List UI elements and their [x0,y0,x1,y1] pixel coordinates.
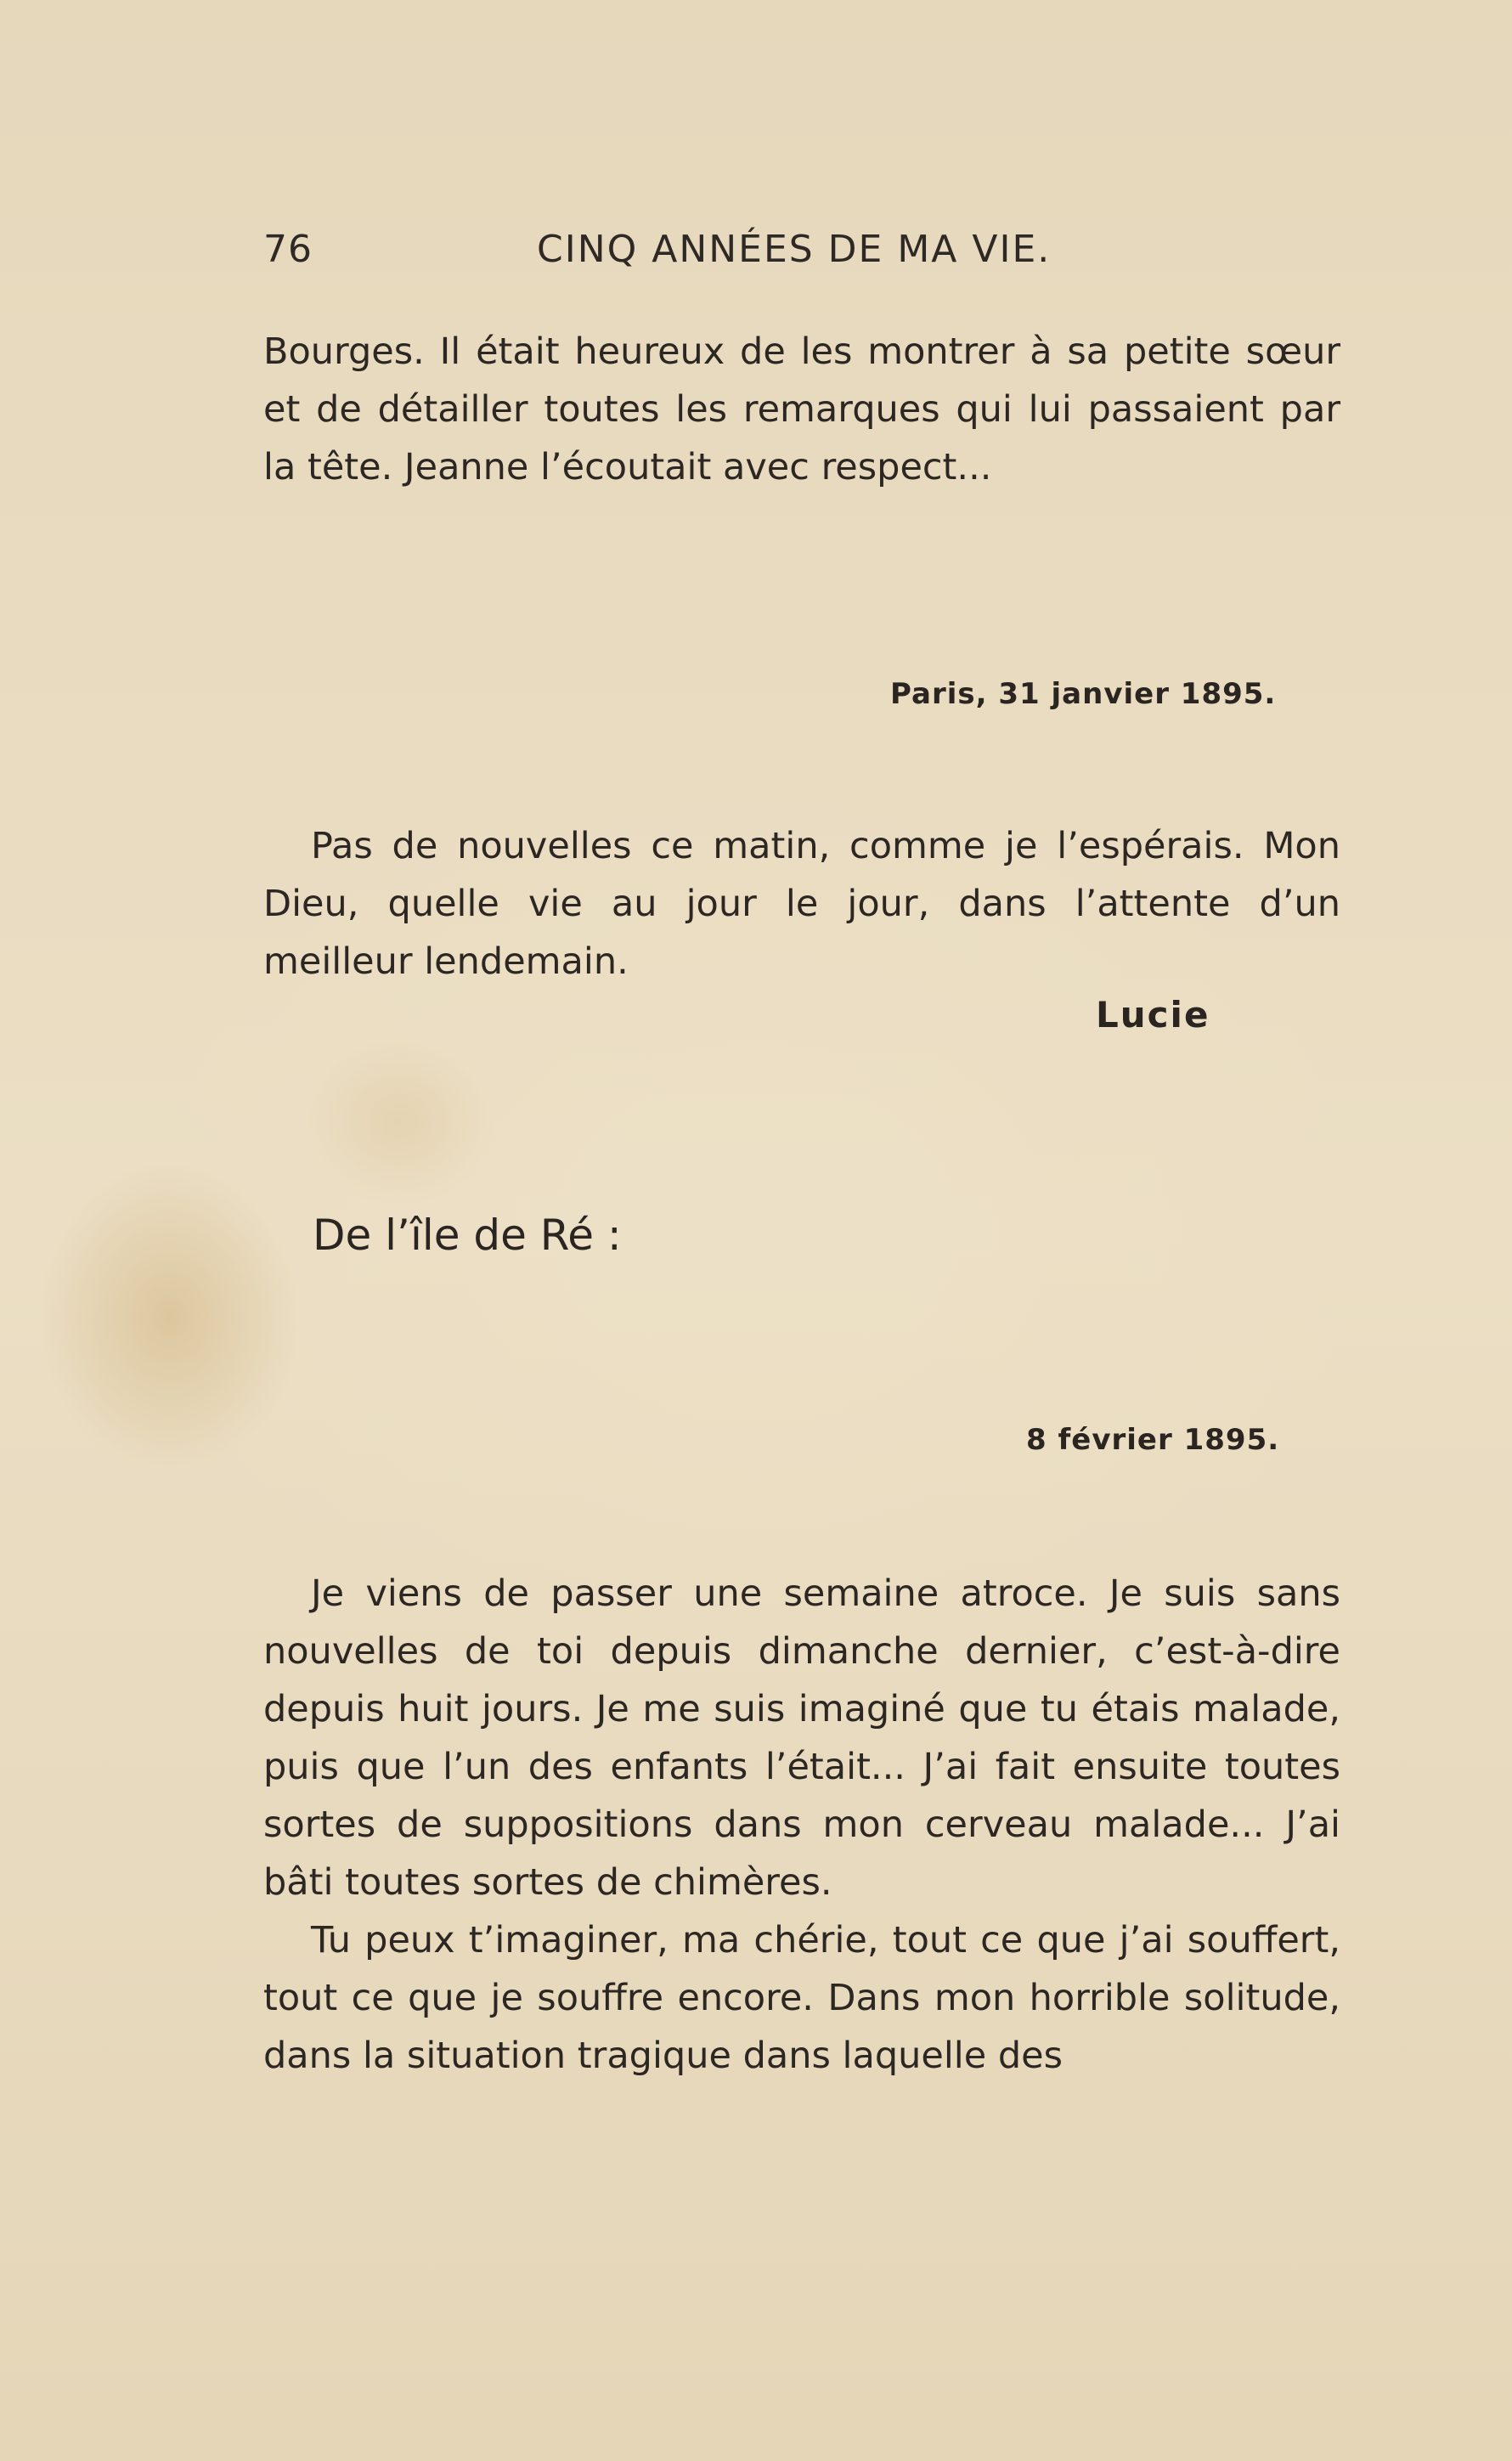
letter-date-paris: Paris, 31 janvier 1895. [890,677,1277,711]
letter-body-paris [263,817,1340,991]
continuation-paragraph-block [263,323,1340,496]
page-number: 76 [263,228,313,271]
continuation-paragraph: Bourges. Il était heureux de les montrer à sa petite sœur et de détailler toutes les remarques qui lui passaient par la tête. Jeanne l’écoutait avec respect... [263,330,1340,488]
letter-date-re: 8 février 1895. [1026,1423,1280,1457]
letter-paragraph: Pas de nouvelles ce matin, comme je l’espérais. Mon Dieu, quelle vie au jour le jour, dans l’attente d’un meilleur lendemain. [263,825,1340,983]
running-header [263,228,1342,279]
letter-signature: Lucie [1096,994,1210,1036]
section-heading: De l’île de Ré : [313,1211,622,1260]
letter-paragraph: Tu peux t’imaginer, ma chérie, tout ce que j’ai souffert, tout ce que je souffre encore. Dans mon horrible solitude, dans la situation tragique dans laquelle des [263,1919,1340,2077]
letter-paragraph: Je viens de passer une semaine atroce. Je suis sans nouvelles de toi depuis dimanche dernier, c’est-à-dire depuis huit jours. Je me suis imaginé que tu étais malade, puis que l’un des enfants l’était... J’ai fait ensuite toutes sortes de suppositions dans mon cerveau malade... J’ai bâti toutes sortes de chimères. [263,1572,1340,1904]
letter-body-re [263,1565,1340,2085]
running-title: CINQ ANNÉES DE MA VIE. [537,228,1052,271]
